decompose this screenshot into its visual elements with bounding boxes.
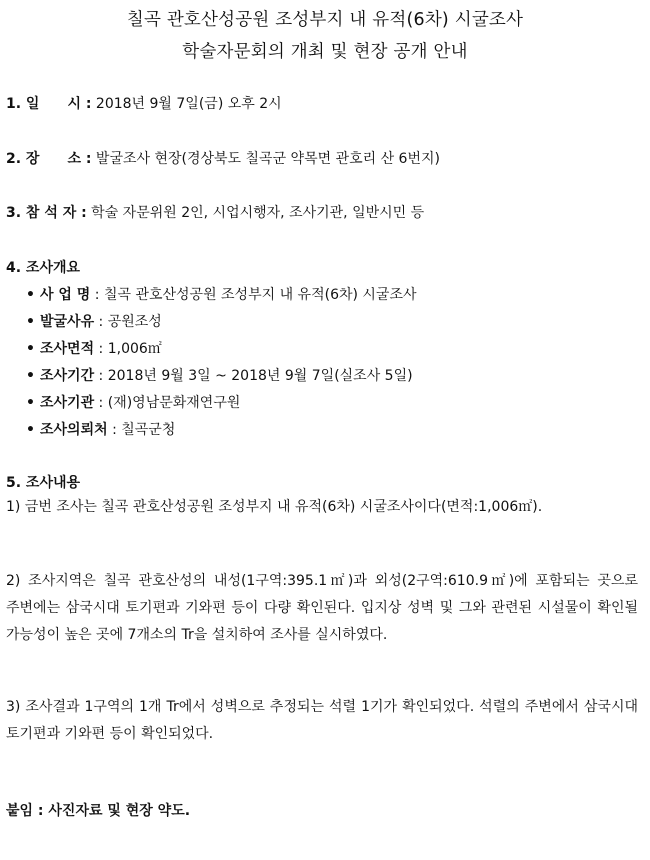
- section-overview-heading: 4. 조사개요: [6, 260, 81, 276]
- item-place-value: 발굴조사 현장(경상북도 칠곡군 약목면 관호리 산 6번지): [91, 151, 440, 167]
- item-date: [6, 93, 282, 113]
- attachment-note: 붙임 : 사진자료 및 현장 약도.: [6, 803, 191, 819]
- overview-bullet-institution: [26, 392, 240, 412]
- bullet-dot: •: [26, 422, 35, 438]
- bullet-dot: •: [26, 368, 35, 384]
- item-attendees-label: 3. 참 석 자 :: [6, 205, 87, 221]
- bullet-label: 조사기간: [40, 368, 95, 384]
- bullet-value: : 2018년 9월 3일 ~ 2018년 9월 7일(실조사 5일): [94, 368, 413, 384]
- item-attendees-value: 학술 자문위원 2인, 시업시행자, 조사기관, 일반시민 등: [86, 205, 425, 221]
- bullet-label: 사 업 명: [40, 287, 91, 303]
- bullet-label: 발굴사유: [40, 314, 95, 330]
- bullet-value: : (재)영남문화재연구원: [94, 395, 241, 411]
- item-attendees: [6, 202, 424, 222]
- content-paragraph-3: 3) 조사결과 1구역의 1개 Tr에서 성벽으로 추정되는 석렬 1기가 확인되었다. 석렬의 주변에서 삼국시대 토기편과 기와편 등이 확인되었다.: [6, 699, 638, 742]
- content-paragraph-1: 1) 금번 조사는 칠곡 관호산성공원 조성부지 내 유적(6차) 시굴조사이다(면적:1,006㎡).: [6, 499, 543, 515]
- overview-bullet-area: [26, 338, 162, 358]
- bullet-dot: •: [26, 395, 35, 411]
- bullet-label: 조사의뢰처: [40, 422, 108, 438]
- item-place: [6, 148, 440, 168]
- bullet-value: : 공원조성: [94, 314, 162, 330]
- document-title-line1: 칠곡 관호산성공원 조성부지 내 유적(6차) 시굴조사: [126, 10, 524, 30]
- bullet-value: : 칠곡 관호산성공원 조성부지 내 유적(6차) 시굴조사: [90, 287, 417, 303]
- bullet-value: : 칠곡군청: [107, 422, 176, 438]
- overview-bullet-reason: [26, 311, 162, 331]
- overview-bullet-period: [26, 365, 413, 385]
- item-place-label: 2. 장 소 :: [6, 151, 92, 167]
- bullet-dot: •: [26, 287, 35, 303]
- bullet-label: 조사기관: [40, 395, 95, 411]
- bullet-value: : 1,006㎡: [94, 341, 162, 357]
- section-content-heading: 5. 조사내용: [6, 475, 81, 491]
- overview-bullet-project: [26, 284, 417, 304]
- bullet-dot: •: [26, 314, 35, 330]
- bullet-label: 조사면적: [40, 341, 95, 357]
- overview-bullet-client: [26, 419, 175, 439]
- bullet-dot: •: [26, 341, 35, 357]
- item-date-value: 2018년 9월 7일(금) 오후 2시: [91, 96, 282, 112]
- item-date-label: 1. 일 시 :: [6, 96, 92, 112]
- document-title-line2: 학술자문회의 개최 및 현장 공개 안내: [182, 42, 468, 62]
- content-paragraph-2: 2) 조사지역은 칠곡 관호산성의 내성(1구역:395.1㎡)과 외성(2구역:610.9㎡)에 포함되는 곳으로 주변에는 삼국시대 토기편과 기와편 등이 다량 확인된다. 입지상 성벽 및 그와 관련된 시설물이 확인될 가능성이 높은 곳에 7개소의 Tr을 설치하여 조사를 실시하였다.: [6, 573, 638, 643]
